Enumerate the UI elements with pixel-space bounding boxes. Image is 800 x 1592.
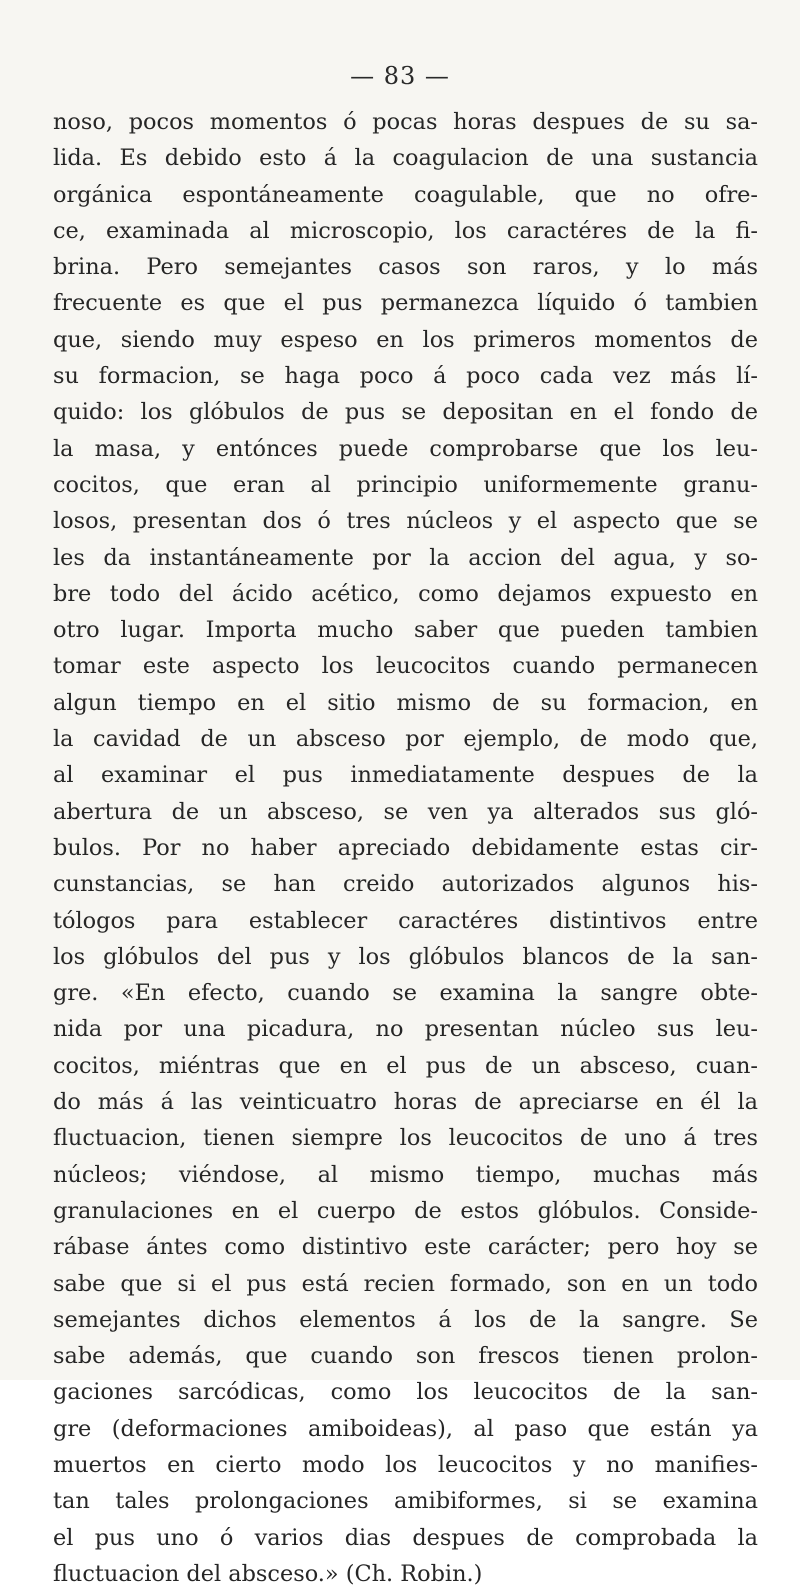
text-line: do más á las veinticuatro horas de apreciarse en él la xyxy=(53,1089,758,1116)
text-line: bulos. Por no haber apreciado debidamente estas cir- xyxy=(53,834,758,861)
text-line: la masa, y entónces puede comprobarse que los leu- xyxy=(53,435,758,462)
body-paragraph xyxy=(53,104,758,1592)
text-line: tólogos para establecer caractéres distintivos entre xyxy=(53,907,758,934)
text-line: la cavidad de un absceso por ejemplo, de modo que, xyxy=(53,726,758,753)
text-line: lida. Es debido esto á la coagulacion de una sustancia xyxy=(53,145,758,172)
text-line: que, siendo muy espeso en los primeros momentos de xyxy=(53,326,758,353)
text-line: sabe además, que cuando son frescos tienen prolon- xyxy=(53,1343,758,1370)
text-line: gaciones sarcódicas, como los leucocitos de la san- xyxy=(53,1379,758,1406)
text-line: quido: los glóbulos de pus se depositan en el fondo de xyxy=(53,399,758,426)
text-line: muertos en cierto modo los leucocitos y no manifies- xyxy=(53,1451,758,1478)
text-line: losos, presentan dos ó tres núcleos y el aspecto que se xyxy=(53,508,758,535)
text-line: algun tiempo en el sitio mismo de su formacion, en xyxy=(53,689,758,716)
text-line: fluctuacion, tienen siempre los leucocitos de uno á tres xyxy=(53,1125,758,1152)
page-number: — 83 — xyxy=(350,62,450,90)
text-line: gre (deformaciones amiboideas), al paso que están ya xyxy=(53,1415,758,1442)
text-line: nida por una picadura, no presentan núcleo sus leu- xyxy=(53,1016,758,1043)
text-line: noso, pocos momentos ó pocas horas despues de su sa- xyxy=(53,109,758,135)
text-line: cocitos, que eran al principio uniformemente granu- xyxy=(53,471,758,498)
text-line: su formacion, se haga poco á poco cada vez más lí- xyxy=(53,363,758,390)
text-line: los glóbulos del pus y los glóbulos blancos de la san- xyxy=(53,943,758,970)
text-line: frecuente es que el pus permanezca líquido ó tambien xyxy=(53,290,758,317)
text-line: otro lugar. Importa mucho saber que pueden tambien xyxy=(53,617,758,644)
text-line: semejantes dichos elementos á los de la sangre. Se xyxy=(53,1306,758,1333)
text-line: les da instantáneamente por la accion del agua, y so- xyxy=(53,544,758,571)
text-line: granulaciones en el cuerpo de estos glóbulos. Conside- xyxy=(53,1197,758,1224)
text-line: bre todo del ácido acético, como dejamos expuesto en xyxy=(53,580,758,607)
text-line: rábase ántes como distintivo este carácter; pero hoy se xyxy=(53,1234,758,1261)
text-line: el pus uno ó varios dias despues de comprobada la xyxy=(53,1524,758,1551)
text-line: cunstancias, se han creido autorizados algunos his- xyxy=(53,871,758,898)
text-line: tan tales prolongaciones amibiformes, si se examina xyxy=(53,1488,758,1515)
text-line: núcleos; viéndose, al mismo tiempo, muchas más xyxy=(53,1161,758,1188)
text-line: ce, examinada al microscopio, los caractéres de la fi- xyxy=(53,217,758,244)
text-line: sabe que si el pus está recien formado, son en un todo xyxy=(53,1270,758,1297)
text-line: orgánica espontáneamente coagulable, que no ofre- xyxy=(53,181,758,208)
text-line: fluctuacion del absceso.» (Ch. Robin.) xyxy=(53,1560,483,1587)
text-line: gre. «En efecto, cuando se examina la sangre obte- xyxy=(53,980,758,1007)
text-line: abertura de un absceso, se ven ya alterados sus gló- xyxy=(53,798,758,825)
text-line: al examinar el pus inmediatamente despues de la xyxy=(53,762,758,789)
text-line: tomar este aspecto los leucocitos cuando permanecen xyxy=(53,653,758,680)
text-line: cocitos, miéntras que en el pus de un absceso, cuan- xyxy=(53,1052,758,1079)
text-line: brina. Pero semejantes casos son raros, y lo más xyxy=(53,254,758,281)
